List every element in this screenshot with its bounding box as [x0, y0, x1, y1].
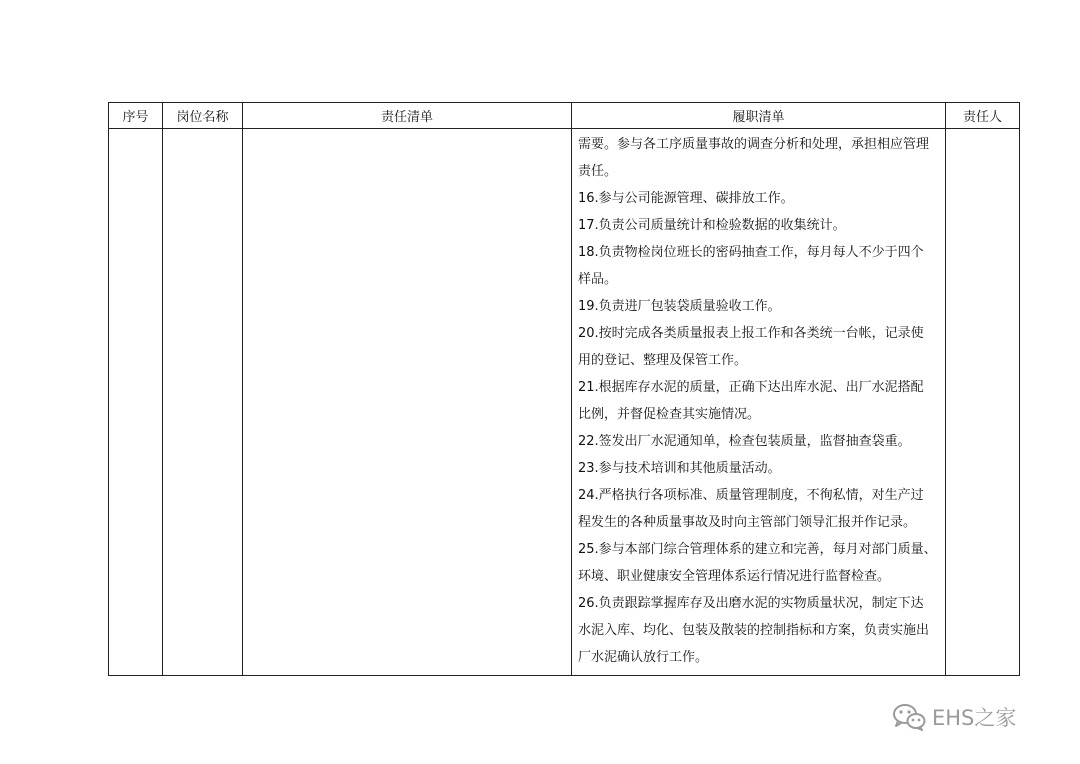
duty-line: 21.根据库存水泥的质量，正确下达出库水泥、出厂水泥搭配 [578, 380, 924, 395]
table-row [109, 129, 1020, 676]
header-position: 岗位名称 [163, 103, 243, 129]
cell-owner [946, 129, 1020, 676]
header-owner: 责任人 [946, 103, 1020, 129]
cell-responsibilities [243, 129, 572, 676]
duty-line: 18.负责物检岗位班长的密码抽查工作，每月每人不少于四个 [578, 245, 924, 260]
duty-line: 24.严格执行各项标准、质量管理制度，不徇私情，对生产过 [578, 488, 924, 503]
watermark-text: EHS之家 [932, 706, 1017, 730]
duty-line: 用的登记、整理及保管工作。 [578, 353, 748, 368]
duty-line: 样品。 [578, 272, 618, 287]
duty-line: 责任。 [578, 164, 618, 179]
cell-duties [572, 129, 946, 676]
duty-line: 20.按时完成各类质量报表上报工作和各类统一台帐，记录使 [578, 326, 924, 341]
wechat-icon [892, 703, 926, 731]
watermark [892, 699, 1016, 735]
duty-list [572, 129, 945, 675]
duty-line: 23.参与技术培训和其他质量活动。 [578, 461, 781, 476]
header-duties: 履职清单 [572, 103, 946, 129]
duty-line: 水泥入库、均化、包装及散装的控制指标和方案，负责实施出 [578, 623, 930, 638]
duty-line: 程发生的各种质量事故及时向主管部门领导汇报并作记录。 [578, 515, 917, 530]
header-responsibilities: 责任清单 [243, 103, 572, 129]
duty-line: 26.负责跟踪掌握库存及出磨水泥的实物质量状况，制定下达 [578, 596, 924, 611]
duty-line: 22.签发出厂水泥通知单，检查包装质量，监督抽查袋重。 [578, 434, 911, 449]
responsibility-table [108, 102, 1020, 676]
duty-line: 需要。参与各工序质量事故的调查分析和处理，承担相应管理 [578, 137, 930, 152]
cell-index [109, 129, 163, 676]
duty-line: 厂水泥确认放行工作。 [578, 650, 709, 665]
duty-line: 比例，并督促检查其实施情况。 [578, 407, 761, 422]
table-header-row [109, 103, 1020, 129]
duty-line: 19.负责进厂包装袋质量验收工作。 [578, 299, 781, 314]
duty-line: 环境、职业健康安全管理体系运行情况进行监督检查。 [578, 569, 891, 584]
duty-line: 16.参与公司能源管理、碳排放工作。 [578, 191, 794, 206]
duty-line: 17.负责公司质量统计和检验数据的收集统计。 [578, 218, 846, 233]
cell-position [163, 129, 243, 676]
duty-line: 25.参与本部门综合管理体系的建立和完善，每月对部门质量、 [578, 542, 937, 557]
header-index: 序号 [109, 103, 163, 129]
